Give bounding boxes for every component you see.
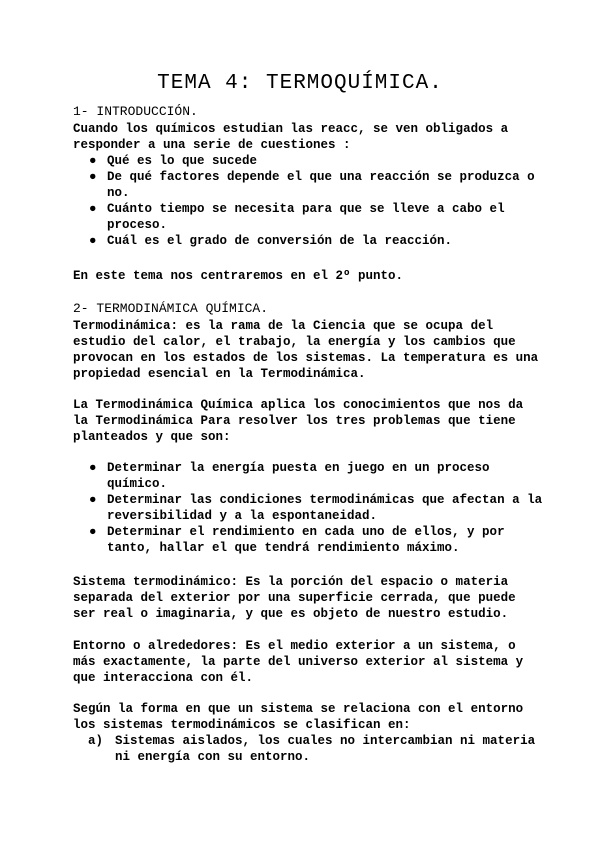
list-item: ● De qué factores depende el que una reacción se produzca o no. bbox=[89, 170, 535, 200]
bullet-icon: ● bbox=[89, 493, 97, 507]
list-item: ● Qué es lo que sucede bbox=[89, 154, 258, 168]
problems-list bbox=[73, 460, 543, 556]
system-types-list bbox=[88, 733, 543, 765]
bullet-icon: ● bbox=[89, 525, 97, 539]
bullet-icon: ● bbox=[89, 234, 97, 248]
system-paragraph: Sistema termodinámico: Es la porción del espacio o materia separada del exterior por una superficie cerrada, que puede ser real o imaginaria, y que es objeto de nuestro estudio. bbox=[73, 575, 516, 621]
definition-paragraph: Termodinámica: es la rama de la Ciencia que se ocupa del estudio del calor, el trabajo, la energía y los cambios que provocan en los estados de los sistemas. La temperatura es una propiedad esencial en la Termodinámica. bbox=[73, 319, 539, 381]
list-item: ● Determinar la energía puesta en juego en un proceso químico. bbox=[89, 461, 490, 491]
page-title: TEMA 4: TERMOQUÍMICA. bbox=[157, 72, 443, 95]
closing-paragraph: En este tema nos centraremos en el 2º punto. bbox=[73, 269, 404, 283]
chemistry-paragraph: La Termodinámica Química aplica los conocimientos que nos da la Termodinámica Para resolver los tres problemas que tiene planteados y que son: bbox=[73, 398, 524, 444]
bullet-icon: ● bbox=[89, 154, 97, 168]
list-item: ● Cuál es el grado de conversión de la reacción. bbox=[89, 234, 453, 248]
list-item: ● Determinar el rendimiento en cada uno de ellos, y por tanto, hallar el que tendrá rendimiento máximo. bbox=[89, 525, 505, 555]
classification-paragraph: Según la forma en que un sistema se relaciona con el entorno los sistemas termodinámicos se clasifican en: bbox=[73, 702, 524, 732]
bullet-icon: ● bbox=[89, 461, 97, 475]
intro-paragraph: Cuando los químicos estudian las reacc, se ven obligados a responder a una serie de cuestiones : bbox=[73, 122, 509, 152]
bullet-icon: ● bbox=[89, 202, 97, 216]
bullet-icon: ● bbox=[89, 170, 97, 184]
section-heading-termodinamica: 2- TERMODINÁMICA QUÍMICA. bbox=[73, 301, 269, 316]
list-item: a) Sistemas aislados, los cuales no intercambian ni materia ni energía con su entorno. bbox=[88, 734, 536, 764]
environment-paragraph: Entorno o alrededores: Es el medio exterior a un sistema, o más exactamente, la parte del universo exterior al sistema y que interacciona con él. bbox=[73, 639, 524, 685]
list-item: ● Cuánto tiempo se necesita para que se lleve a cabo el proceso. bbox=[89, 202, 505, 232]
questions-list bbox=[73, 153, 543, 249]
list-item: ● Determinar las condiciones termodinámicas que afectan a la reversibilidad y a la espontaneidad. bbox=[89, 493, 543, 523]
section-heading-introduccion: 1- INTRODUCCIÓN. bbox=[73, 104, 198, 119]
